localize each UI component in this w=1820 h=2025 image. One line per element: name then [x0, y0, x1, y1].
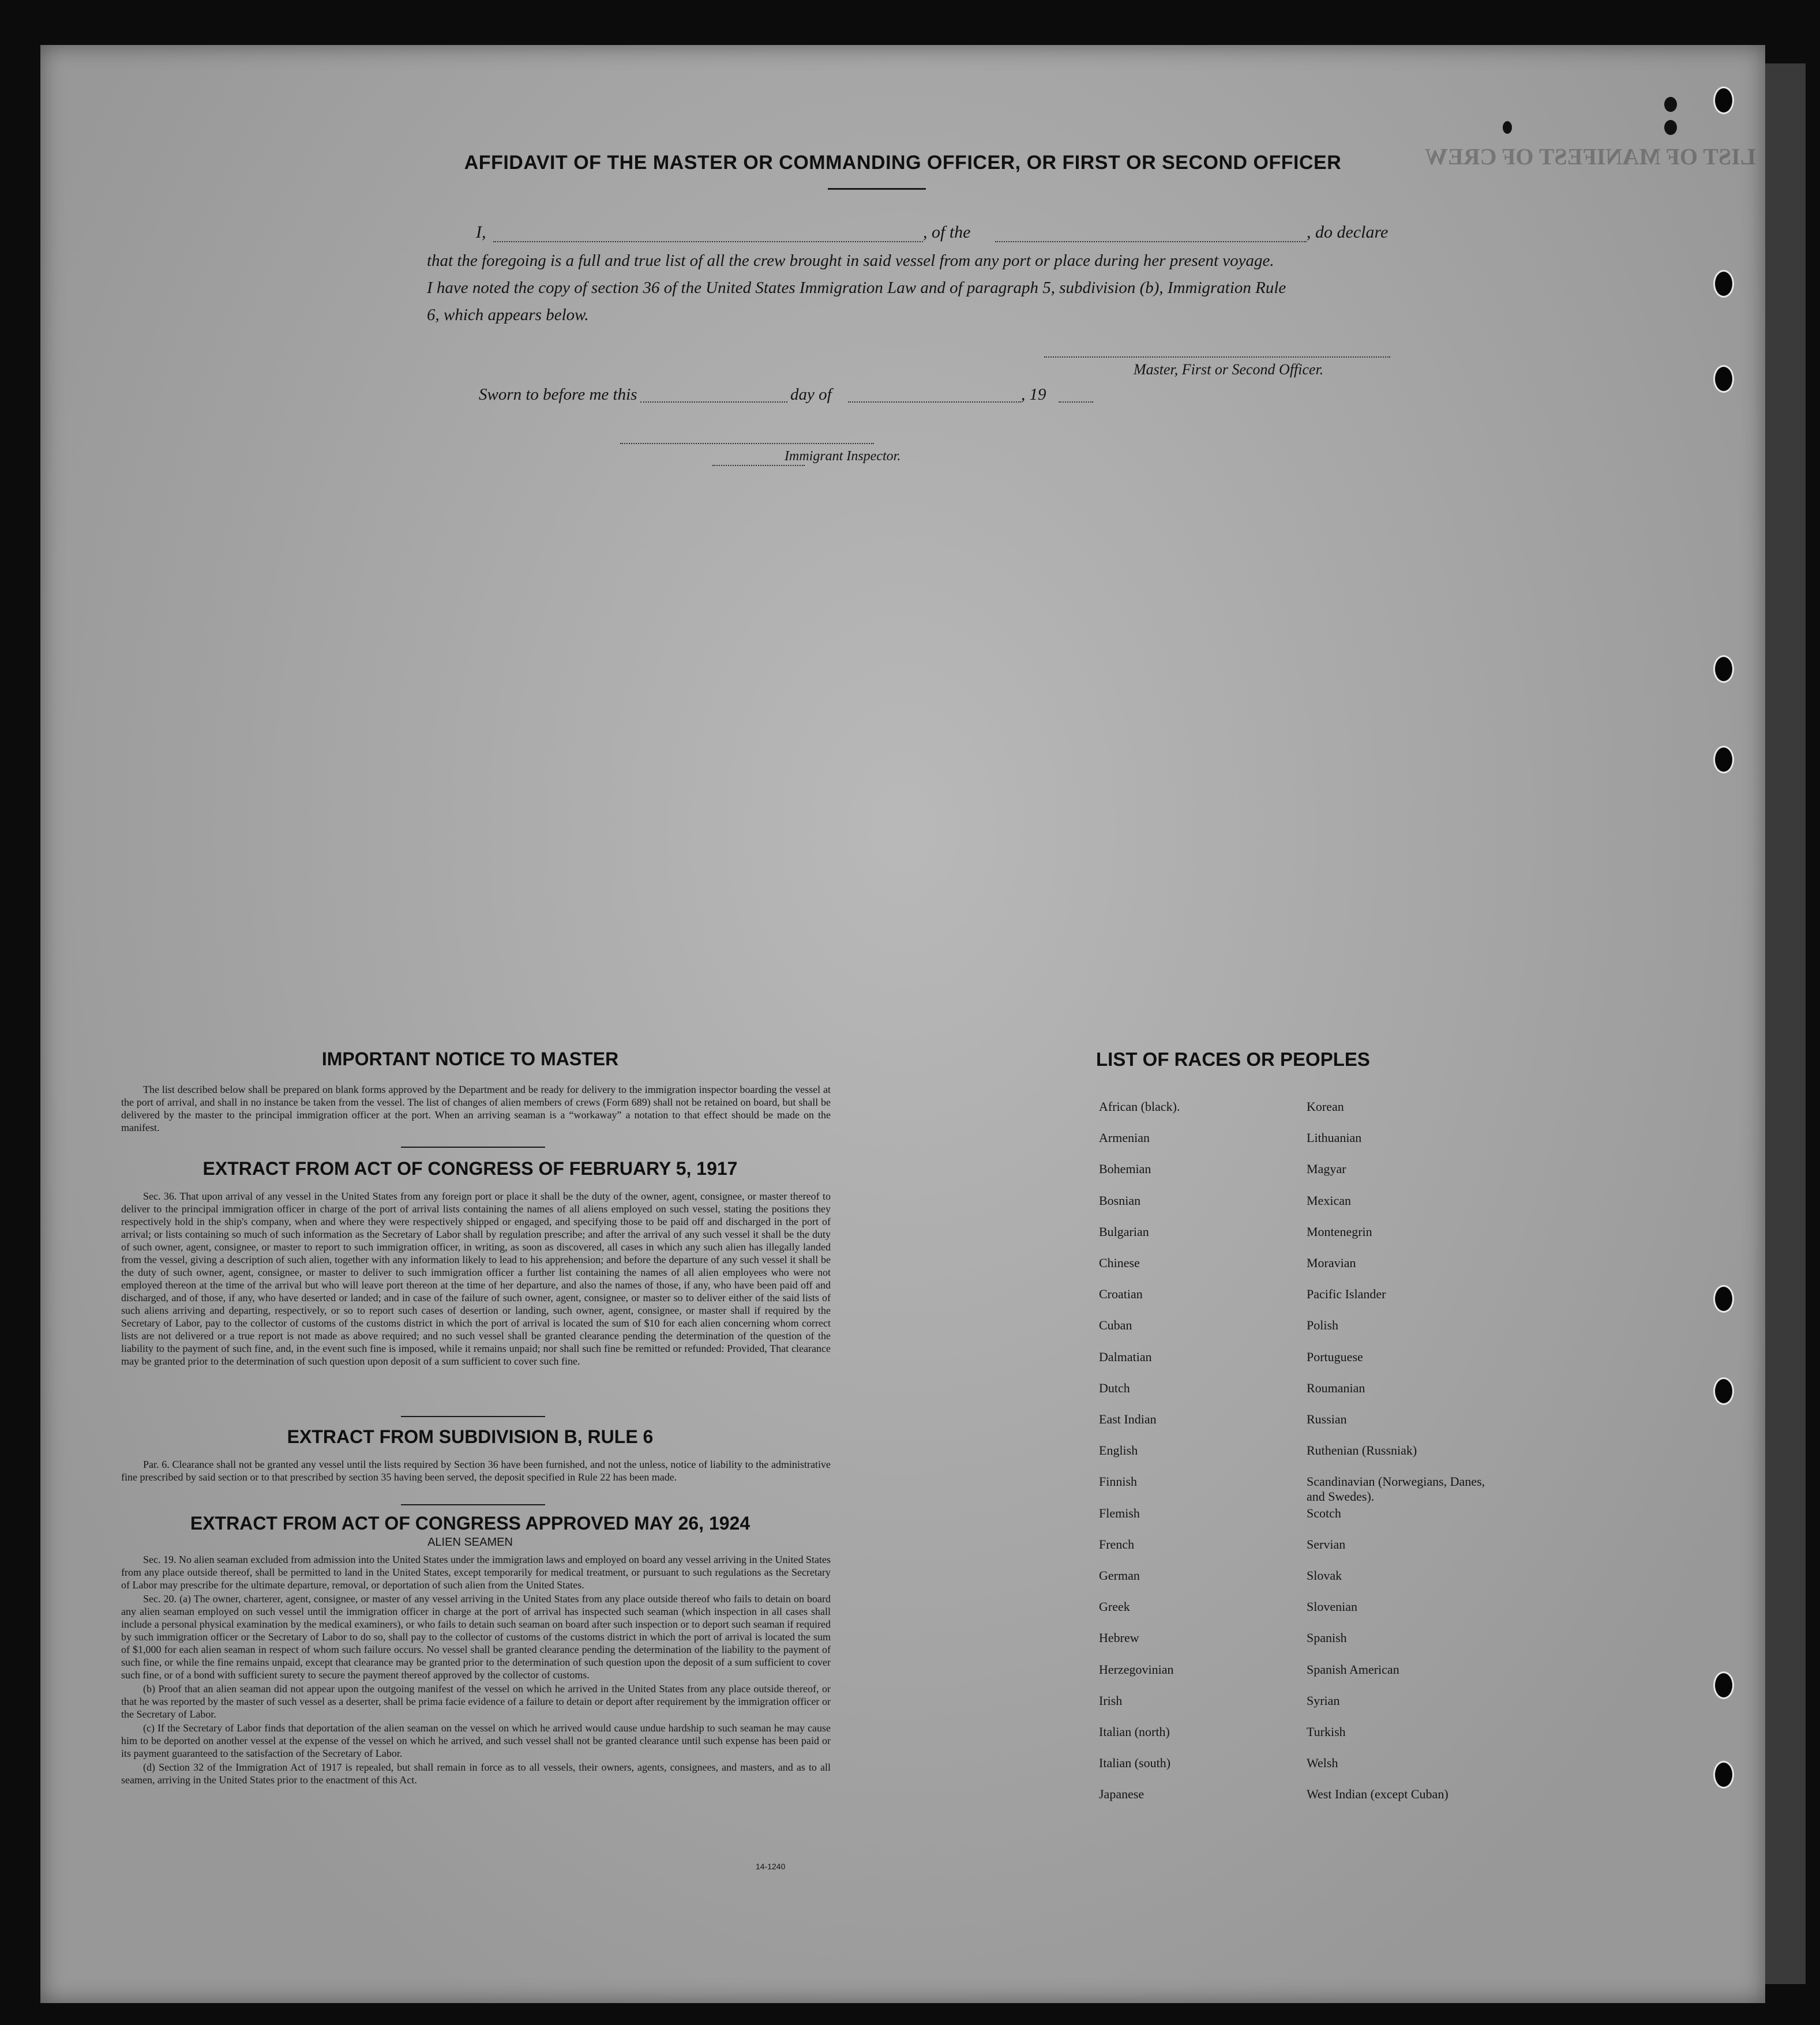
sworn-day-field[interactable] [640, 401, 787, 403]
extract-1924-sec20a: Sec. 20. (a) The owner, charterer, agent, consignee, or master of any vessel arriving in the United States from any place outside thereof who fails to detain on board any alien seaman employed on such vessel until the immigration officer in charge at the port of arrival has inspected such seaman (which inspection in all cases shall include a personal physical examination by the medical examiners), or who fails to detain such seaman on board after such inspection or to deport such seaman if required by such immigration officer or the Secretary of Labor to do so, shall pay to the collector of customs of the customs district in which the port of arrival is located the sum of $1,000 for each alien seaman in respect of whom such failure occurs. No vessel shall be granted clearance pending the determination of the liability to the payment of such fine, or while the fine remains unpaid, except that clearance may be granted prior to the determination of such question upon the deposit of a sum sufficient to cover such fine, or of a bond with sufficient surety to secure the payment thereof approved by the collector of customs. [121, 1593, 831, 1681]
punch-hole [1713, 655, 1734, 683]
race-item: Mexican [1307, 1193, 1351, 1208]
race-item: Spanish [1307, 1630, 1347, 1645]
extract-1917-body [121, 1190, 831, 1369]
race-item: Chinese [1099, 1256, 1140, 1270]
sworn-month-field[interactable] [848, 401, 1021, 403]
binding-mark [1664, 97, 1677, 112]
race-item: Moravian [1307, 1256, 1356, 1270]
race-item: Flemish [1099, 1505, 1140, 1520]
race-item: Spanish American [1307, 1662, 1399, 1677]
race-item: Herzegovinian [1099, 1662, 1174, 1677]
signature-field[interactable] [1044, 356, 1390, 358]
race-item: Hebrew [1099, 1630, 1139, 1645]
year-label: , 19 [1021, 385, 1046, 404]
notice-title: IMPORTANT NOTICE TO MASTER [321, 1049, 619, 1069]
race-item: Korean [1307, 1099, 1344, 1114]
inspector-signature-field-2[interactable] [712, 465, 805, 466]
race-item: Bulgarian [1099, 1224, 1149, 1239]
punch-hole [1713, 1377, 1734, 1405]
affidavit-line4: 6, which appears below. [427, 306, 589, 324]
punch-hole [1713, 1671, 1734, 1699]
race-item: Scotch [1307, 1505, 1341, 1520]
race-item: Roumanian [1307, 1380, 1365, 1395]
punch-hole [1713, 746, 1734, 773]
race-item: Welsh [1307, 1756, 1338, 1771]
extract-1924-subtitle: ALIEN SEAMEN [427, 1536, 513, 1549]
punch-hole [1713, 365, 1734, 393]
race-item: Portuguese [1307, 1349, 1363, 1364]
affidavit-line2: that the foregoing is a full and true list of all the crew brought in said vessel from any port or place during her present voyage. [427, 251, 1274, 270]
document-sheet [40, 45, 1765, 2003]
race-item: Slovak [1307, 1568, 1342, 1583]
race-item: Russian [1307, 1412, 1347, 1426]
race-item: Italian (north) [1099, 1725, 1170, 1739]
race-item: Armenian [1099, 1130, 1150, 1145]
race-item: Dutch [1099, 1380, 1130, 1395]
extract-rule6-paragraph: Par. 6. Clearance shall not be granted any vessel until the lists required by Section 36 have been furnished, and not the unless, notice of liability to the administrative fine prescribed by said section or to that prescribed by section 35 having been served, the deposit specified in Rule 22 has been made. [121, 1459, 831, 1483]
races-title: LIST OF RACES OR PEOPLES [1096, 1049, 1370, 1070]
race-item: Polish [1307, 1318, 1339, 1333]
race-item: Croatian [1099, 1287, 1143, 1302]
race-item: Irish [1099, 1693, 1123, 1708]
race-item: West Indian (except Cuban) [1307, 1787, 1449, 1802]
race-item: East Indian [1099, 1412, 1157, 1426]
punch-hole [1713, 1761, 1734, 1789]
race-item: Scandinavian (Norwegians, Danes, and Swedes). [1307, 1474, 1485, 1504]
day-of-label: day of [790, 385, 832, 404]
punch-hole [1713, 270, 1734, 298]
punch-hole [1713, 87, 1734, 114]
race-item: Magyar [1307, 1162, 1346, 1177]
vessel-name-field[interactable] [995, 241, 1307, 242]
extract-rule6-body [121, 1458, 831, 1485]
bleed-through-title: LIST OF MANIFEST OF CREW [1425, 144, 1756, 170]
race-item: Pacific Islander [1307, 1287, 1386, 1302]
race-item: Cuban [1099, 1318, 1132, 1333]
extract-1924-sec20d: (d) Section 32 of the Immigration Act of 1917 is repealed, but shall remain in force as to all vessels, their owners, agents, consignees, and masters, and as to all seamen, arriving in the United States prior to the enactment of this Act. [121, 1761, 831, 1786]
extract-1917-title: EXTRACT FROM ACT OF CONGRESS OF FEBRUARY 5, 1917 [202, 1158, 738, 1179]
race-item: Slovenian [1307, 1599, 1357, 1614]
race-item: German [1099, 1568, 1140, 1583]
race-item: Syrian [1307, 1693, 1340, 1708]
affidavit-line1-of-the: , of the [923, 223, 971, 242]
affidavit-line1-i: I, [476, 223, 486, 242]
form-number: 14-1240 [756, 1862, 786, 1871]
extract-1924-title: EXTRACT FROM ACT OF CONGRESS APPROVED MAY 26, 1924 [190, 1513, 750, 1534]
race-item: Turkish [1307, 1725, 1346, 1739]
notice-body [121, 1083, 831, 1135]
race-item: Finnish [1099, 1474, 1138, 1489]
binding-mark [1503, 121, 1512, 134]
race-item: Dalmatian [1099, 1349, 1152, 1364]
sworn-label: Sworn to before me this [479, 385, 637, 404]
race-item: Japanese [1099, 1787, 1144, 1802]
extract-1924-sec19: Sec. 19. No alien seaman excluded from admission into the United States under the immigration laws and employed on board any vessel arriving in the United States from any place outside thereof, shall be permitted to land in the United States, except temporarily for medical treatment, or pursuant to such regulations as the Secretary of Labor may prescribe for the ultimate departure, removal, or deportation of such alien from the United States. [121, 1554, 831, 1591]
signature-label: Master, First or Second Officer. [1134, 361, 1324, 378]
binding-mark [1664, 120, 1677, 135]
race-item: Ruthenian (Russniak) [1307, 1443, 1417, 1458]
extract-1917-rule [401, 1416, 545, 1417]
extract-1924-sec20c: (c) If the Secretary of Labor finds that deportation of the alien seaman on the vessel on which he arrived would cause undue hardship to such seaman he may cause him to be deported on another vessel at the expense of the vessel on which he arrived, and such vessel shall not be granted clearance until such expense has been paid or its payment guaranteed to the satisfaction of the Secretary of Labor. [121, 1722, 831, 1759]
race-item: Italian (south) [1099, 1756, 1171, 1771]
race-item: Servian [1307, 1536, 1346, 1551]
affidavit-line1-declare: , do declare [1307, 223, 1389, 242]
inspector-label: Immigrant Inspector. [785, 449, 901, 464]
race-item: Bosnian [1099, 1193, 1141, 1208]
race-item: Lithuanian [1307, 1130, 1362, 1145]
race-item: Greek [1099, 1599, 1130, 1614]
race-item: French [1099, 1536, 1135, 1551]
extract-1924-body [121, 1553, 831, 1787]
extract-1924-sec20b: (b) Proof that an alien seaman did not appear upon the outgoing manifest of the vessel on which he arrived in the United States from any place outside thereof, or that he was reported by the master of such vessel as a deserter, shall be prima facie evidence of a failure to detain or deport after requirement by the immigration officer or the Secretary of Labor. [121, 1683, 831, 1720]
inspector-signature-field[interactable] [620, 443, 874, 444]
race-item: Montenegrin [1307, 1224, 1372, 1239]
extract-1917-paragraph: Sec. 36. That upon arrival of any vessel in the United States from any foreign port or place it shall be the duty of the owner, agent, consignee, or master thereof to deliver to the principal immigration officer in charge of the port of arrival lists containing the names of all aliens employed on such vessel, stating the positions they respectively hold in the ship's company, when and where they were respectively shipped or engaged, and specifying those to be paid off and discharged in the port of arrival; or lists containing so much of such information as the Secretary of Labor shall by regulation prescribe; and after the arrival of any such vessel it shall be the duty of such owner, agent, consignee, or master to report to such immigration officer, in writing, as soon as discovered, all cases in which any such alien has illegally landed from the vessel, giving a description of such alien, together with any information likely to lead to his apprehension; and before the departure of any such vessel it shall be the duty of such owner, agent, consignee, or master to deliver to such immigration officer a further list containing the names of all alien employees who were not employed thereon at the time of the arrival but who will leave port thereon at the time of her departure, and also the names of those, if any, who have been paid off and discharged, and of those, if any, who have deserted or landed; and in case of the failure of such owner, agent, consignee, or master so to deliver either of the said lists of such aliens arriving and departing, respectively, or so to report such cases of desertion or landing, such owner, agent, consignee, or master shall if required by the Secretary of Labor, pay to the collector of customs of the customs district in which the port of arrival is located the sum of $10 for each alien concerning whom correct lists are not delivered or a true report is not made as above required; and no such vessel shall be granted clearance pending the determination of the question of the liability to the payment of such fine, and, in the event such fine is imposed, while it remains unpaid; nor shall such fine be remitted or refunded: Provided, That clearance may be granted prior to the determination of such question upon deposit of a sum sufficient to cover such fine. [121, 1190, 831, 1367]
extract-rule6-rule [401, 1504, 545, 1505]
race-item: Bohemian [1099, 1162, 1151, 1177]
race-item: English [1099, 1443, 1138, 1458]
notice-paragraph: The list described below shall be prepared on blank forms approved by the Department and be ready for delivery to the immigration inspector boarding the vessel at the port of arrival, and shall in no instance be taken from the vessel. The list of changes of alien members of crews (Form 689) shall not be retained on board, but shall be delivered by the master to the principal immigration officer at the port. When an arriving seaman is a “workaway” a notation to that effect should be made on the manifest. [121, 1084, 831, 1133]
sworn-year-field[interactable] [1059, 401, 1093, 403]
page-edge [1765, 63, 1806, 1984]
race-item: African (black). [1099, 1099, 1180, 1114]
notice-rule [401, 1147, 545, 1148]
affidavit-title: AFFIDAVIT OF THE MASTER OR COMMANDING OFFICER, OR FIRST OR SECOND OFFICER [464, 152, 1342, 174]
extract-rule6-title: EXTRACT FROM SUBDIVISION B, RULE 6 [287, 1426, 654, 1447]
punch-hole [1713, 1285, 1734, 1313]
affidavit-line3: I have noted the copy of section 36 of the United States Immigration Law and of paragraph 5, subdivision (b), Immigration Rule [427, 279, 1286, 297]
master-name-field[interactable] [493, 241, 923, 242]
affidavit-title-rule [828, 188, 926, 190]
